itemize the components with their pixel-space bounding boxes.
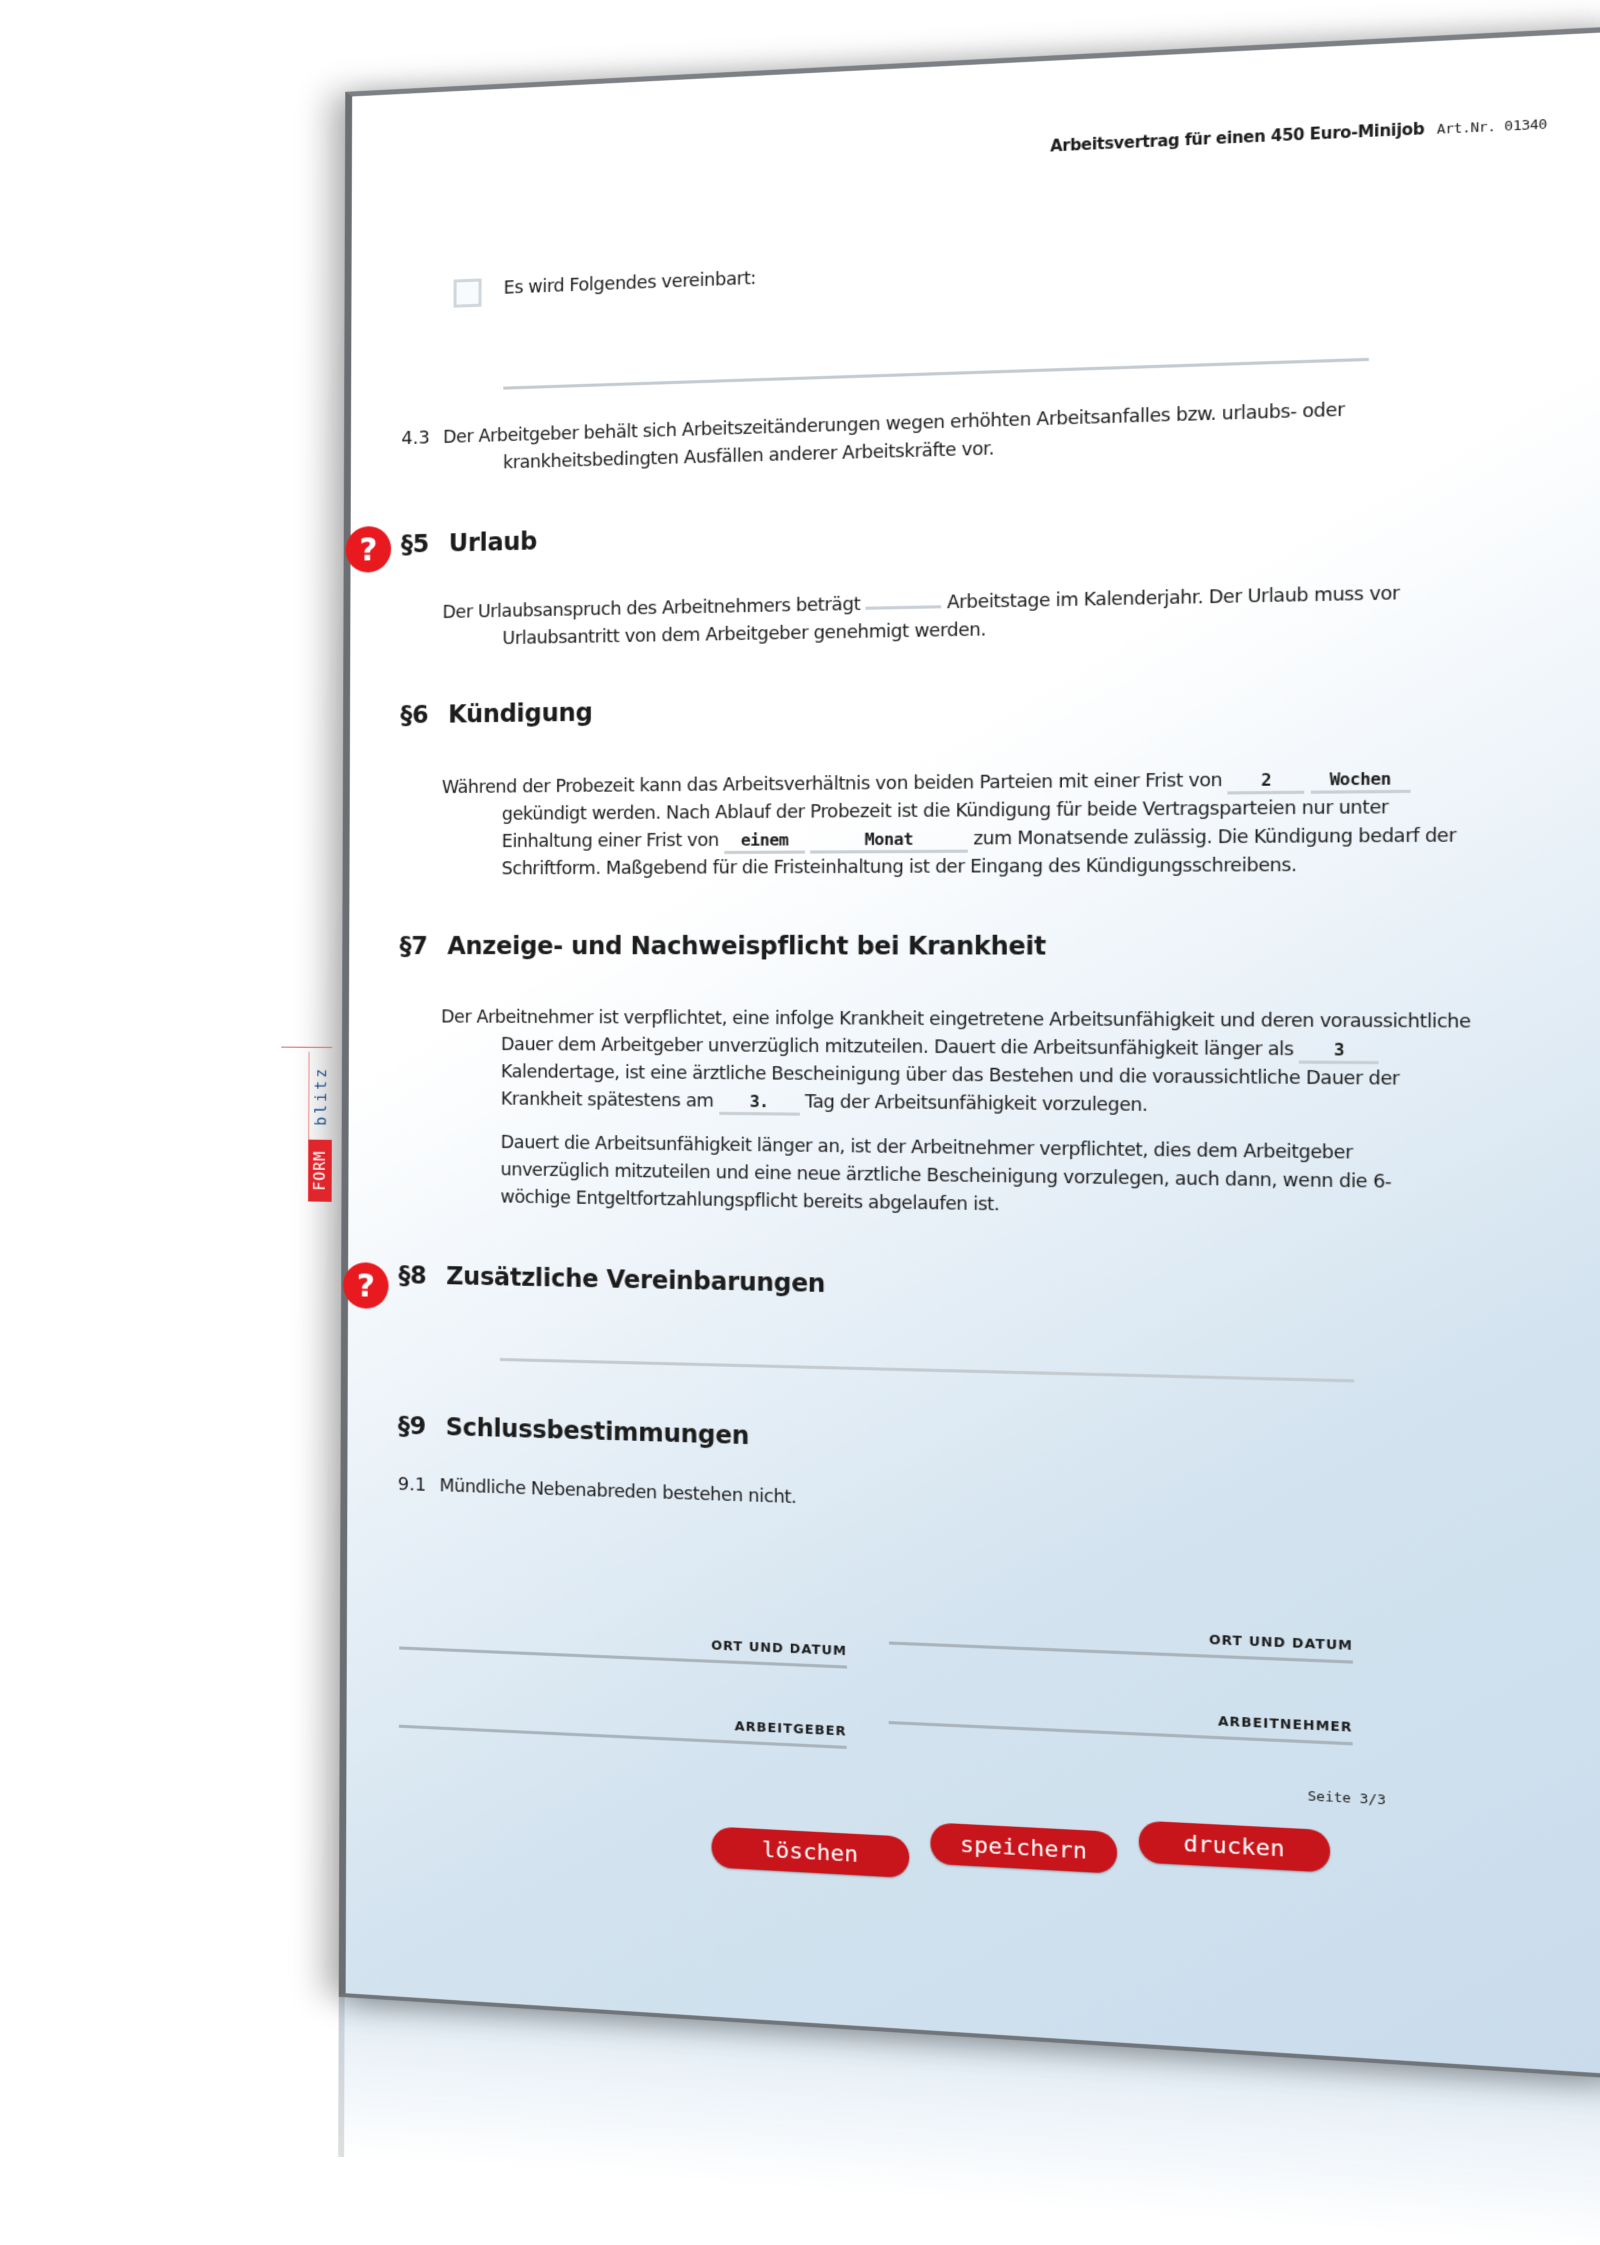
- logo-form-text: FORM: [308, 1140, 332, 1202]
- additional-agreements-field[interactable]: [500, 1358, 1354, 1383]
- section7-text-2: Kalendertage, ist eine ärztliche Bescheinigung über das Bestehen und die voraussichtliche Dauer der Krankheit spätestens am: [500, 1062, 1400, 1112]
- page-content: [311, 26, 1600, 2079]
- agreement-checkbox[interactable]: [454, 278, 482, 307]
- section6-text-2: gekündigt werden. Nach Ablauf der Probezeit ist die Kündigung für beide Vertragsparteien nur unter Einhaltung einer Frist von: [501, 797, 1389, 853]
- section7-text-3: Tag der Arbeitsunfähigkeit vorzulegen.: [804, 1092, 1148, 1117]
- notice-unit-field[interactable]: Monat: [810, 829, 968, 854]
- agreement-text-field[interactable]: [503, 358, 1369, 390]
- document-title: Arbeitsvertrag für einen 450 Euro-Minijob: [1050, 119, 1425, 156]
- document-page: [311, 26, 1600, 2079]
- certificate-day-field[interactable]: 3.: [719, 1091, 800, 1115]
- question-mark-icon: ?: [359, 530, 378, 569]
- delete-button[interactable]: löschen: [711, 1826, 909, 1878]
- section7-paragraph-1: [441, 1004, 1478, 1123]
- section5-text-after: Arbeitstage im Kalenderjahr. Der Urlaub muss vor Urlaubsantritt von dem Arbeitgeber genehmigt werden.: [502, 583, 1400, 650]
- section7-heading: [400, 932, 1046, 961]
- formblitz-logo: [308, 1047, 334, 1202]
- section6-number: §6: [400, 700, 429, 730]
- help-icon-section8[interactable]: [343, 1262, 389, 1309]
- agreement-checkbox-label: Es wird Folgendes vereinbart:: [503, 268, 757, 299]
- section5-title: Urlaub: [448, 527, 538, 558]
- section5-number: §5: [400, 529, 429, 559]
- section7-paragraph-2: Dauert die Arbeitsunfähigkeit länger an, ist der Arbeitnehmer verpflichtet, dies dem Arbeitgeber unverzüglich mitzuteilen und eine neue ärztliche Bescheinigung vorzulegen, auch dann, wenn die 6-wöchige Entgeltfortzahlungspflicht bereits abgelaufen ist.: [500, 1132, 1392, 1216]
- probation-notice-amount-field[interactable]: 2: [1228, 770, 1305, 795]
- section6-title: Kündigung: [448, 698, 593, 729]
- item-number-9-1: 9.1: [397, 1473, 427, 1496]
- item-9-1-text: Mündliche Nebenabreden bestehen nicht.: [439, 1476, 797, 1509]
- section9-title: Schlussbestimmungen: [445, 1412, 750, 1451]
- document-header: [1050, 114, 1547, 156]
- section8-title: Zusätzliche Vereinbarungen: [446, 1262, 826, 1299]
- section9-number: §9: [397, 1411, 426, 1441]
- employee-label: ARBEITNEHMER: [1217, 1712, 1353, 1735]
- section5-heading: [401, 527, 537, 558]
- section8-number: §8: [398, 1261, 427, 1290]
- section5-text-before: Der Urlaubsanspruch des Arbeitnehmers beträgt: [442, 594, 861, 624]
- section8-heading: [398, 1261, 825, 1298]
- sick-days-threshold-field[interactable]: 3: [1299, 1039, 1379, 1064]
- help-icon-section5[interactable]: [346, 526, 392, 573]
- section5-paragraph: [442, 579, 1479, 655]
- article-number: Art.Nr. 01340: [1436, 116, 1547, 139]
- section6-text-3: zum Monatsende zulässig. Die Kündigung bedarf der Schriftform. Maßgebend für die Fristeinhaltung ist der Eingang des Kündigungsschreibens.: [501, 825, 1457, 880]
- employee-place-date-label: ORT UND DATUM: [1208, 1631, 1354, 1654]
- vacation-days-field[interactable]: [866, 605, 942, 610]
- employer-label: ARBEITGEBER: [734, 1718, 847, 1739]
- section9-heading: [398, 1412, 749, 1451]
- probation-notice-unit-field[interactable]: Wochen: [1310, 768, 1410, 793]
- item-4-3-text: Der Arbeitgeber behält sich Arbeitszeitänderungen wegen erhöhten Arbeitsanfalles bzw. urlaubs- oder krankheitsbedingten Ausfällen anderer Arbeitskräfte vor.: [443, 399, 1345, 474]
- section7-title: Anzeige- und Nachweispflicht bei Krankheit: [447, 931, 1046, 961]
- notice-amount-field[interactable]: einem: [724, 830, 805, 854]
- section6-heading: [400, 698, 592, 729]
- logo-rule: [281, 1047, 332, 1048]
- item-number-4-3: 4.3: [401, 427, 430, 450]
- question-mark-icon: ?: [356, 1266, 376, 1305]
- print-button[interactable]: drucken: [1139, 1820, 1330, 1872]
- logo-blitz-text: blitz: [308, 1052, 333, 1140]
- section6-paragraph: [442, 765, 1480, 884]
- section7-number: §7: [399, 931, 428, 961]
- section6-text-1: Während der Probezeit kann das Arbeitsverhältnis von beiden Parteien mit einer Frist von: [441, 770, 1223, 799]
- employer-place-date-label: ORT UND DATUM: [711, 1637, 848, 1659]
- save-button[interactable]: speichern: [930, 1822, 1117, 1873]
- section7-text-1: Der Arbeitnehmer ist verpflichtet, eine infolge Krankheit eingetretene Arbeitsunfähigkeit und deren voraussichtliche Dauer dem Arbeitgeber unverzüglich mitzuteilen. Dauert die Arbeitsunfähigkeit länger als: [441, 1007, 1471, 1061]
- page-number: Seite 3/3: [1307, 1788, 1386, 1809]
